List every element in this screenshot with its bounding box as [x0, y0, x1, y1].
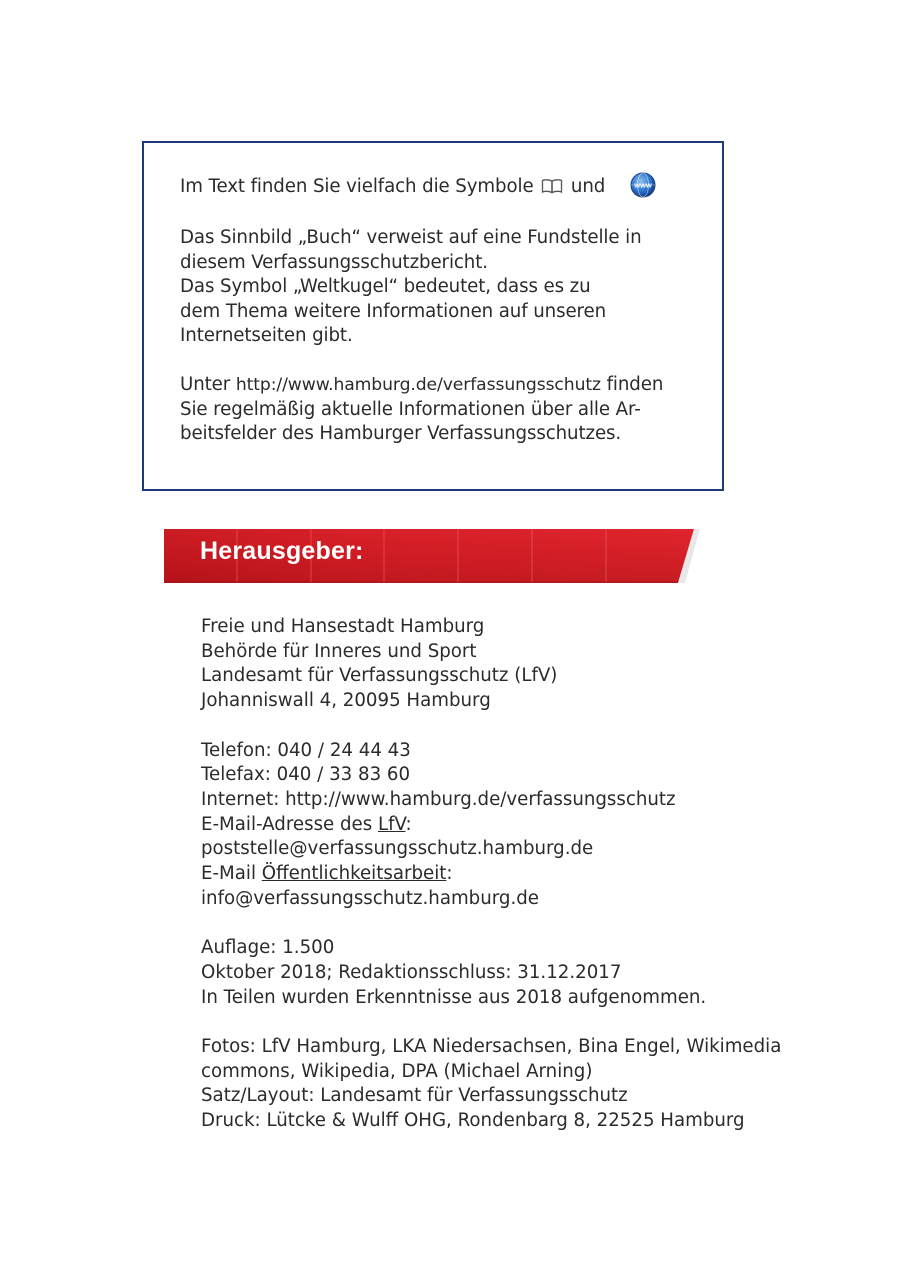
- address-block: [201, 615, 861, 714]
- edition-block: [201, 936, 861, 1010]
- book-line: dem Thema weitere Informationen auf unseren: [180, 300, 607, 322]
- url-prefix: Unter: [180, 374, 231, 395]
- lfv-abbr: LfV: [378, 813, 406, 835]
- credits-line: commons, Wikipedia, DPA (Michael Arning): [201, 1060, 593, 1082]
- credits-line: Satz/Layout: Landesamt für Verfassungsschutz: [201, 1085, 628, 1107]
- edition-line: Auflage: 1.500: [201, 937, 335, 959]
- symbols-prefix: Im Text finden Sie vielfach die Symbole: [180, 176, 534, 197]
- address-line: Behörde für Inneres und Sport: [201, 640, 477, 662]
- credits-line: Fotos: LfV Hamburg, LKA Niedersachsen, Bina Engel, Wikimedia: [201, 1035, 782, 1057]
- url-line: Sie regelmäßig aktuelle Informationen über alle Ar-: [180, 398, 641, 420]
- website-link[interactable]: http://www.hamburg.de/verfassungsschutz: [235, 375, 601, 395]
- credits-line: Druck: Lütcke & Wulff OHG, Rondenbarg 8, 22525 Hamburg: [201, 1110, 745, 1132]
- email-pr-prefix: E-Mail: [201, 863, 262, 885]
- email-lfv-prefix: E-Mail-Adresse des: [201, 813, 379, 835]
- fax: Telefax: 040 / 33 83 60: [201, 764, 411, 786]
- email-pr-label: [201, 862, 861, 887]
- book-line: Das Symbol „Weltkugel“ bedeutet, dass es zu: [180, 276, 591, 297]
- globe-label: www: [634, 180, 652, 190]
- email-pr-colon: :: [446, 863, 453, 885]
- email-lfv-label: [201, 813, 861, 838]
- book-line: Das Sinnbild „Buch“ verweist auf eine Fundstelle in: [180, 227, 642, 248]
- address-line: Freie und Hansestadt Hamburg: [201, 616, 485, 637]
- symbols-and: und: [570, 176, 606, 197]
- contact-block: [201, 739, 861, 912]
- email-lfv-link[interactable]: poststelle@verfassungsschutz.hamburg.de: [201, 838, 594, 860]
- edition-line: In Teilen wurden Erkenntnisse aus 2018 aufgenommen.: [201, 986, 707, 1008]
- address-line: Johanniswall 4, 20095 Hamburg: [201, 690, 491, 712]
- book-line: diesem Verfassungsschutzbericht.: [180, 251, 488, 273]
- url-suffix: finden: [606, 374, 664, 395]
- email-pr-link[interactable]: info@verfassungsschutz.hamburg.de: [201, 887, 539, 909]
- edition-line: Oktober 2018; Redaktionsschluss: 31.12.2017: [201, 961, 622, 983]
- info-text: [180, 175, 720, 471]
- address-line: Landesamt für Verfassungsschutz (LfV): [201, 665, 558, 687]
- internet-link[interactable]: Internet: http://www.hamburg.de/verfassungsschutz: [201, 788, 676, 810]
- info-box: [142, 141, 724, 491]
- phone: Telefon: 040 / 24 44 43: [201, 739, 411, 761]
- credits-block: [201, 1035, 861, 1134]
- url-line: [180, 373, 720, 398]
- banner-title: Herausgeber:: [200, 537, 364, 565]
- pr-term: Öffentlichkeitsarbeit: [261, 863, 447, 885]
- publisher-details: [201, 615, 861, 1158]
- url-line: beitsfelder des Hamburger Verfassungsschutzes.: [180, 423, 622, 444]
- publisher-banner: [164, 529, 716, 583]
- www-globe-icon: [630, 172, 656, 198]
- email-lfv-colon: :: [405, 813, 412, 835]
- book-icon: [541, 177, 563, 202]
- book-line: Internetseiten gibt.: [180, 325, 353, 346]
